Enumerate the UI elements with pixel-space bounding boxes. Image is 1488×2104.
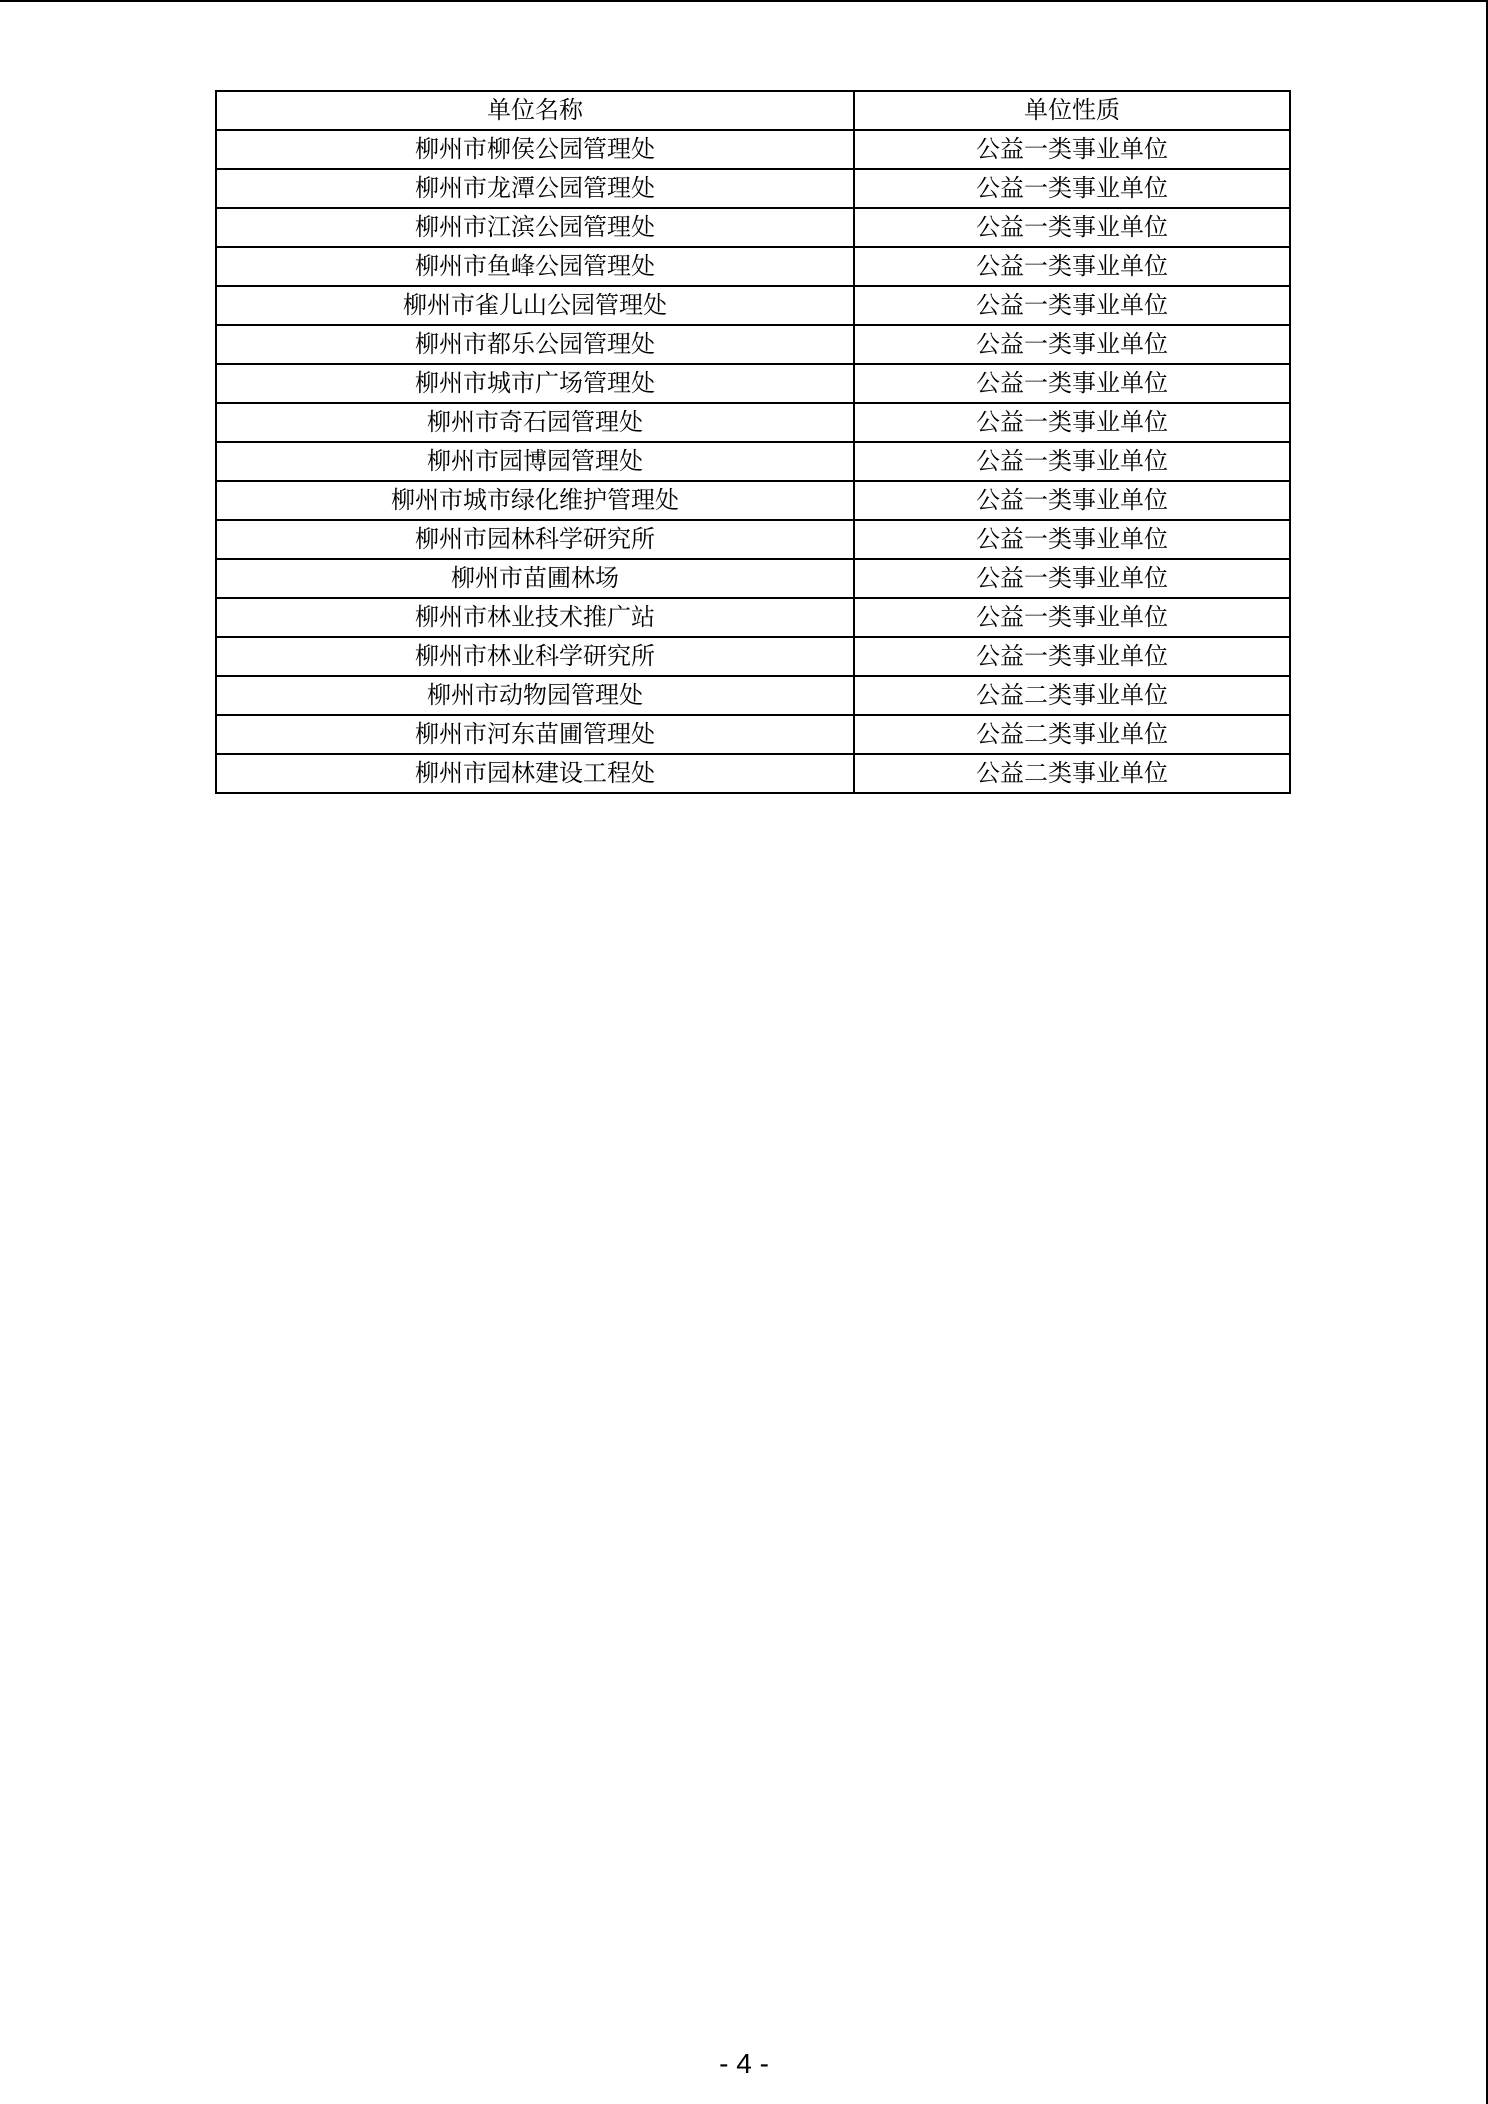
unit-name-cell: 柳州市园博园管理处 <box>216 442 854 481</box>
table-row <box>216 559 1290 598</box>
unit-name-cell: 柳州市都乐公园管理处 <box>216 325 854 364</box>
table-row <box>216 325 1290 364</box>
table-row <box>216 286 1290 325</box>
table-row <box>216 403 1290 442</box>
unit-name-cell: 柳州市园林建设工程处 <box>216 754 854 793</box>
header-unit-nature: 单位性质 <box>854 91 1290 130</box>
unit-nature-cell: 公益二类事业单位 <box>854 715 1290 754</box>
unit-nature-cell: 公益一类事业单位 <box>854 364 1290 403</box>
unit-nature-cell: 公益一类事业单位 <box>854 520 1290 559</box>
table-row <box>216 520 1290 559</box>
unit-name-cell: 柳州市奇石园管理处 <box>216 403 854 442</box>
unit-nature-cell: 公益一类事业单位 <box>854 286 1290 325</box>
unit-nature-cell: 公益一类事业单位 <box>854 559 1290 598</box>
unit-name-cell: 柳州市柳侯公园管理处 <box>216 130 854 169</box>
unit-name-cell: 柳州市鱼峰公园管理处 <box>216 247 854 286</box>
unit-nature-cell: 公益一类事业单位 <box>854 442 1290 481</box>
unit-name-cell: 柳州市林业技术推广站 <box>216 598 854 637</box>
table-row <box>216 598 1290 637</box>
table-row <box>216 364 1290 403</box>
unit-nature-cell: 公益一类事业单位 <box>854 403 1290 442</box>
unit-nature-cell: 公益二类事业单位 <box>854 676 1290 715</box>
table-row <box>216 637 1290 676</box>
header-row <box>216 91 1290 130</box>
table-row <box>216 481 1290 520</box>
unit-table <box>215 90 1291 794</box>
unit-nature-cell: 公益一类事业单位 <box>854 208 1290 247</box>
table-row <box>216 715 1290 754</box>
unit-name-cell: 柳州市林业科学研究所 <box>216 637 854 676</box>
table-header <box>216 91 1290 130</box>
unit-nature-cell: 公益二类事业单位 <box>854 754 1290 793</box>
page-top-border <box>0 0 1488 2</box>
unit-name-cell: 柳州市龙潭公园管理处 <box>216 169 854 208</box>
table-row <box>216 676 1290 715</box>
unit-nature-cell: 公益一类事业单位 <box>854 325 1290 364</box>
unit-nature-cell: 公益一类事业单位 <box>854 247 1290 286</box>
unit-nature-cell: 公益一类事业单位 <box>854 130 1290 169</box>
unit-nature-cell: 公益一类事业单位 <box>854 598 1290 637</box>
unit-name-cell: 柳州市城市广场管理处 <box>216 364 854 403</box>
table-row <box>216 130 1290 169</box>
unit-name-cell: 柳州市城市绿化维护管理处 <box>216 481 854 520</box>
unit-nature-cell: 公益一类事业单位 <box>854 637 1290 676</box>
unit-name-cell: 柳州市雀儿山公园管理处 <box>216 286 854 325</box>
table-row <box>216 754 1290 793</box>
table-row <box>216 247 1290 286</box>
table-row <box>216 442 1290 481</box>
unit-name-cell: 柳州市江滨公园管理处 <box>216 208 854 247</box>
table-body <box>216 130 1290 793</box>
unit-name-cell: 柳州市苗圃林场 <box>216 559 854 598</box>
header-unit-name: 单位名称 <box>216 91 854 130</box>
unit-nature-cell: 公益一类事业单位 <box>854 481 1290 520</box>
page-number: - 4 - <box>719 2048 769 2079</box>
unit-name-cell: 柳州市动物园管理处 <box>216 676 854 715</box>
table-row <box>216 208 1290 247</box>
unit-name-cell: 柳州市园林科学研究所 <box>216 520 854 559</box>
table-row <box>216 169 1290 208</box>
unit-name-cell: 柳州市河东苗圃管理处 <box>216 715 854 754</box>
unit-nature-cell: 公益一类事业单位 <box>854 169 1290 208</box>
